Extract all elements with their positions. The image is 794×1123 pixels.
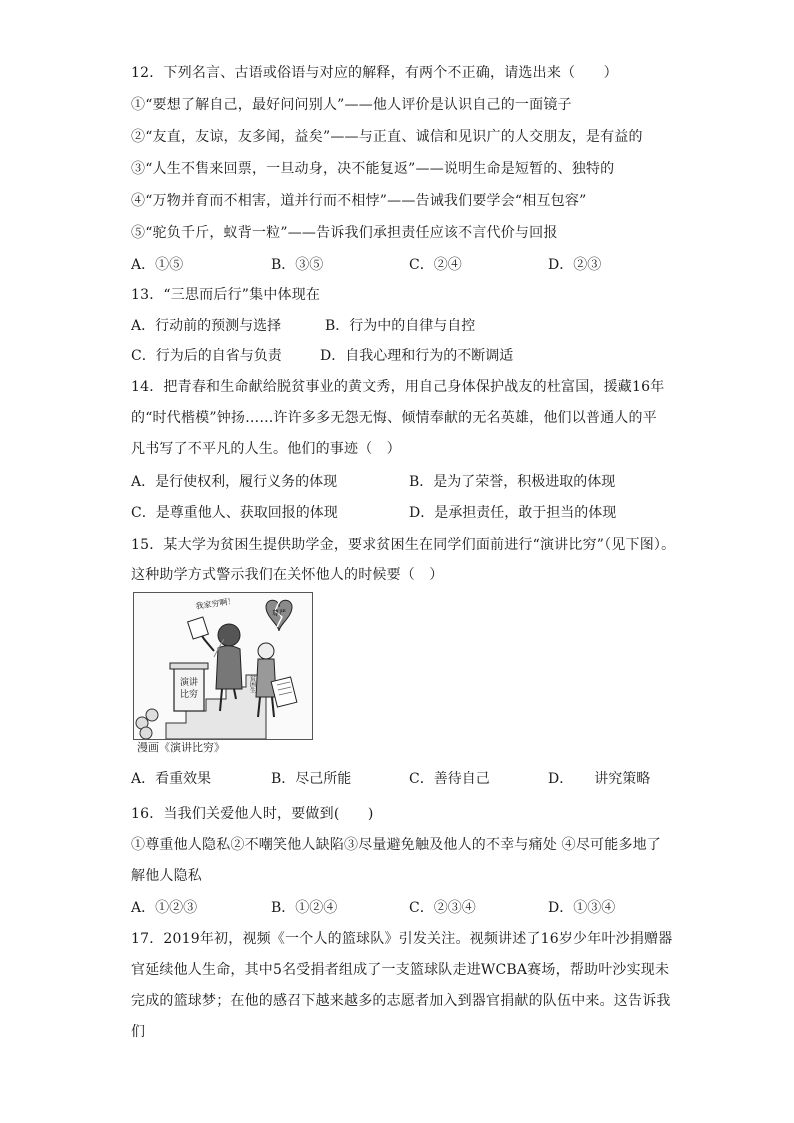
q15-option-d[interactable]: D． 讲究策略 <box>548 771 651 787</box>
student-label: 贫困生 <box>248 675 256 693</box>
cartoon-caption: 漫画《演讲比穷》 <box>137 741 225 754</box>
q16-items-line-2: 解他人隐私 <box>131 868 202 884</box>
heart-label: 尊严 <box>272 609 286 617</box>
cartoon-image <box>133 592 313 740</box>
q17-stem-line-1: 17．2019年初，视频《一个人的篮球队》引发关注。视频讲述了16岁少年叶沙捐赠器 <box>131 931 673 947</box>
q16-option-c[interactable]: C．②③④ <box>409 900 476 916</box>
q13-option-d[interactable]: D．自我心理和行为的不断调适 <box>320 348 514 364</box>
q15-stem-line-2: 这种助学方式警示我们在关怀他人的时候要（ ） <box>131 567 444 583</box>
q12-option-a[interactable]: A．①⑤ <box>131 257 184 273</box>
q15-option-b[interactable]: B．尽己所能 <box>271 771 352 787</box>
q14-stem-line-3: 凡书写了不平凡的人生。他们的事迹（ ） <box>131 441 401 457</box>
q12-item-1: ①“要想了解自己，最好问问别人”——他人评价是认识自己的一面镜子 <box>131 97 572 113</box>
cartoon-drawing <box>134 593 312 739</box>
q17-stem-line-3: 完成的篮球梦；在他的感召下越来越多的志愿者加入到器官捐献的队伍中来。这告诉我 <box>131 993 671 1009</box>
speech-paper <box>188 617 209 639</box>
podium-label-1: 演讲 <box>179 678 199 688</box>
q15-stem-line-1: 15．某大学为贫困生提供助学金，要求贫困生在同学们面前进行“演讲比穷”（见下图）。 <box>131 537 676 553</box>
q14-option-d[interactable]: D．是承担责任，敢于担当的体现 <box>409 505 617 521</box>
q12-item-4: ④“万物并育而不相害，道并行而不相悖”——告诫我们要学会“相互包容” <box>131 193 587 209</box>
student-paper <box>271 677 297 707</box>
q16-stem: 16．当我们关爱他人时，要做到( ) <box>131 806 374 822</box>
q12-option-b[interactable]: B．③⑤ <box>271 257 324 273</box>
q15-option-a[interactable]: A．看重效果 <box>131 771 212 787</box>
q16-option-d[interactable]: D．①③④ <box>548 900 616 916</box>
q13-option-c[interactable]: C．行为后的自省与负责 <box>131 348 282 364</box>
q16-option-a[interactable]: A．①②③ <box>131 900 198 916</box>
speaker-body <box>216 646 242 689</box>
q13-option-a[interactable]: A．行动前的预测与选择 <box>131 318 282 334</box>
onlooker-3 <box>140 727 152 739</box>
q14-stem-line-1: 14．把青春和生命献给脱贫事业的黄文秀，用自己身体保护战友的杜富国，援藏16年 <box>131 379 665 395</box>
student-head <box>258 643 274 659</box>
q15-option-c[interactable]: C．善待自己 <box>409 771 490 787</box>
onlooker-2 <box>146 709 158 721</box>
speech-text: 我家穷啊！ <box>195 596 236 611</box>
q14-option-c[interactable]: C．是尊重他人、获取回报的体现 <box>131 505 338 521</box>
q12-option-d[interactable]: D．②③ <box>548 257 602 273</box>
q12-item-2: ②“友直，友谅，友多闻，益矣”——与正直、诚信和见识广的人交朋友，是有益的 <box>131 129 643 145</box>
q12-stem: 12．下列名言、古语或俗语与对应的解释，有两个不正确，请选出来（ ） <box>131 65 618 81</box>
q17-stem-line-2: 官延续他人生命，其中5名受捐者组成了一支篮球队走进WCBA赛场，帮助叶沙实现未 <box>131 962 670 978</box>
q13-option-b[interactable]: B．行为中的自律与自控 <box>325 318 476 334</box>
q17-stem-line-4: 们 <box>131 1024 146 1040</box>
q14-stem-line-2: 的“时代楷模”钟扬……许许多多无怨无悔、倾情奉献的无名英雄，他们以普通人的平 <box>131 410 657 426</box>
q14-option-a[interactable]: A．是行使权利，履行义务的体现 <box>131 474 338 490</box>
student-body <box>256 659 276 697</box>
q16-items-line-1: ①尊重他人隐私②不嘲笑他人缺陷③尽量避免触及他人的不幸与痛处 ④尽可能多地了 <box>131 837 662 853</box>
q16-option-b[interactable]: B．①②④ <box>271 900 338 916</box>
podium-label-2: 比穷 <box>179 690 199 700</box>
podium-top <box>170 663 208 669</box>
q14-option-b[interactable]: B．是为了荣誉，积极进取的体现 <box>409 474 616 490</box>
podium <box>174 667 204 711</box>
q12-item-3: ③“人生不售来回票，一旦动身，决不能复返”——说明生命是短暂的、独特的 <box>131 161 615 177</box>
q13-stem: 13．“三思而后行”集中体现在 <box>131 287 321 303</box>
q12-option-c[interactable]: C．②④ <box>409 257 462 273</box>
q12-item-5: ⑤“驼负千斤，蚁背一粒”——告诉我们承担责任应该不言代价与回报 <box>131 225 558 241</box>
